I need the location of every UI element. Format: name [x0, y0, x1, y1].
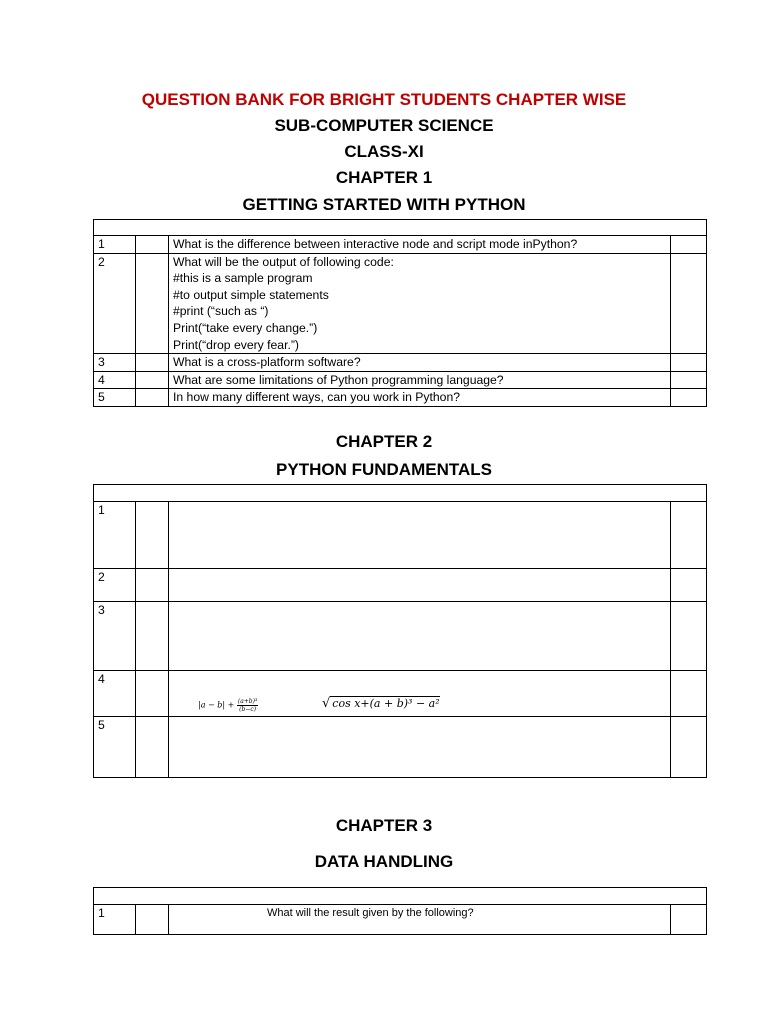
question-number: 3 — [94, 602, 136, 671]
chapter1-title: GETTING STARTED WITH PYTHON — [242, 195, 526, 214]
class-heading: CLASS-XI — [344, 142, 424, 161]
question-number: 5 — [94, 717, 136, 778]
question-number: 4 — [94, 371, 136, 389]
question-number: 2 — [94, 569, 136, 602]
question-number: 1 — [94, 905, 136, 935]
table-row — [94, 253, 707, 354]
table-row — [94, 602, 707, 671]
question-text: What are some limitations of Python programming language? — [169, 371, 671, 389]
chapter2-question-table — [93, 484, 707, 778]
table-row — [94, 354, 707, 372]
table-row — [94, 389, 707, 407]
question-text: What will the result given by the following? — [169, 905, 671, 935]
table-header-row — [94, 485, 707, 502]
subject-heading: SUB-COMPUTER SCIENCE — [274, 116, 494, 135]
table-row — [94, 502, 707, 569]
question-number: 1 — [94, 502, 136, 569]
table-row — [94, 236, 707, 254]
table-row — [94, 569, 707, 602]
question-text: What is a cross-platform software? — [169, 354, 671, 372]
table-row — [94, 371, 707, 389]
chapter3-title: DATA HANDLING — [314, 852, 454, 871]
document-title: QUESTION BANK FOR BRIGHT STUDENTS CHAPTER WISE — [141, 90, 627, 109]
chapter3-number: CHAPTER 3 — [335, 816, 433, 835]
question-number: 5 — [94, 389, 136, 407]
math-expression-sqrt: √ cos x+(a + b)³ − a² — [322, 696, 440, 711]
question-text: What will be the output of following code: #this is a sample program #to output simple statements #print (“such as “) Print(“take every change.”) Print(“drop every fear.”) — [169, 253, 671, 354]
chapter3-question-table — [93, 887, 707, 935]
chapter2-number: CHAPTER 2 — [335, 432, 433, 451]
table-header-row — [94, 220, 707, 236]
table-row — [94, 717, 707, 778]
table-header-row — [94, 888, 707, 905]
question-text: In how many different ways, can you work in Python? — [169, 389, 671, 407]
chapter1-question-table — [93, 219, 707, 407]
question-number: 3 — [94, 354, 136, 372]
math-expression-abs: |a − b| + $\frac{\text{(a+b)³}}{(b-c)}$ — [198, 698, 258, 713]
table-row — [94, 905, 707, 935]
chapter1-number: CHAPTER 1 — [335, 168, 433, 187]
question-number: 2 — [94, 253, 136, 354]
question-number: 1 — [94, 236, 136, 254]
question-text: What is the difference between interactive node and script mode inPython? — [169, 236, 671, 254]
question-number: 4 — [94, 671, 136, 717]
chapter2-title: PYTHON FUNDAMENTALS — [276, 460, 492, 479]
